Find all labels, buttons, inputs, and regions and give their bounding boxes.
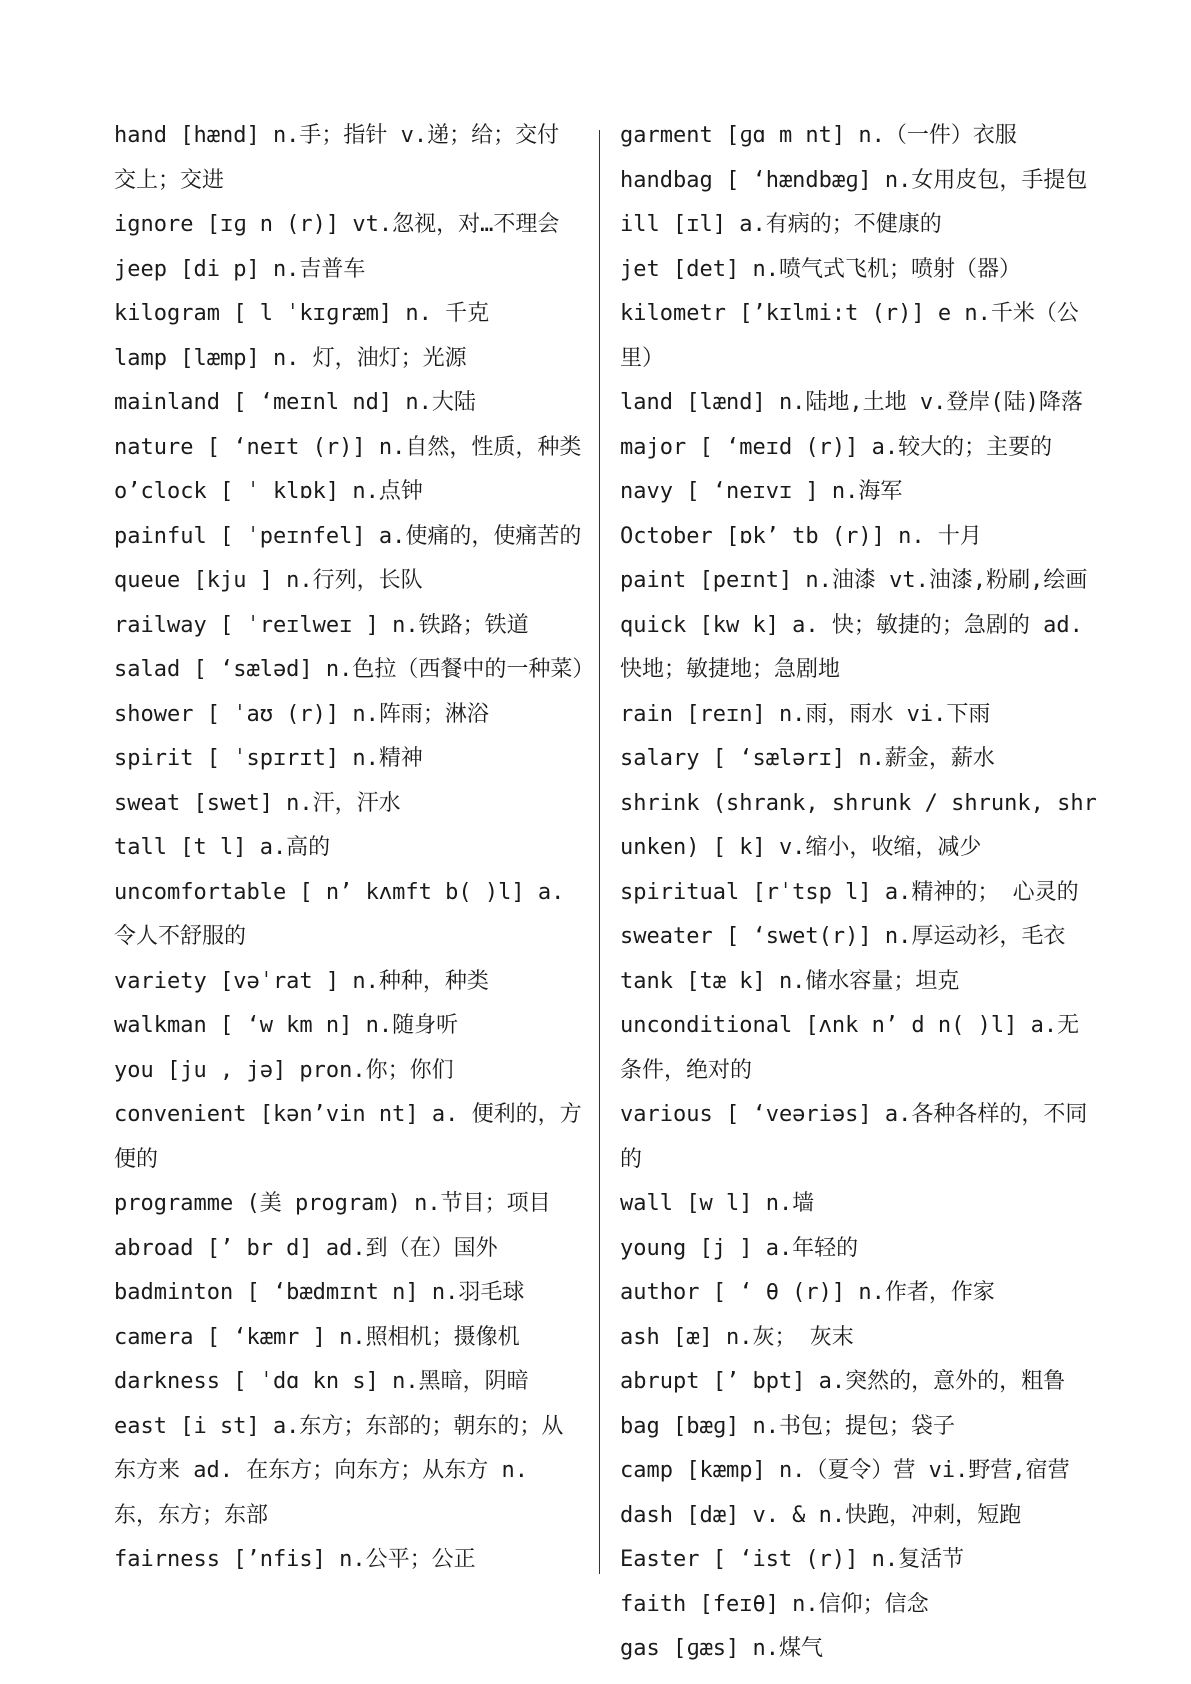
- entry-walkman: walkman [ ‘w km n] n.随身听: [114, 1013, 459, 1038]
- entry-quick: quick [kw k] a. 快；敏捷的；急剧的 ad. 快地；敏捷地；急剧地: [620, 612, 1083, 682]
- column-divider: [599, 130, 600, 1574]
- entry-kilometr: kilometr [’kɪlmi:t (r)] e n.千米（公里）: [620, 301, 1079, 371]
- entry-fairness: fairness [’nfis] n.公平；公正: [114, 1547, 476, 1572]
- entry-railway: railway [ ˈreɪlweɪ ] n.铁路；铁道: [114, 612, 529, 638]
- entry-abroad: abroad [’ br d] ad.到（在）国外: [114, 1235, 498, 1261]
- entry-lamp: lamp [læmp] n. 灯，油灯；光源: [114, 345, 467, 371]
- entry-jeep: jeep [di p] n.吉普车: [114, 256, 366, 282]
- entry-uncomfortable: uncomfortable [ n’ kʌmft b( )l] a. 令人不舒服的: [114, 879, 565, 949]
- entry-variety: variety [vəˈrat ] n.种种，种类: [114, 968, 489, 994]
- entry-faith: faith [feɪθ] n.信仰；信念: [620, 1591, 929, 1617]
- entry-shrink: shrink (shrank, shrunk / shrunk, shrunken) [ k] v.缩小，收缩，减少: [620, 790, 1097, 860]
- entry-various: various [ ‘veəriəs] a.各种各样的，不同的: [620, 1102, 1088, 1172]
- entry-salad: salad [ ‘sæləd] n.色拉（西餐中的一种菜）: [114, 657, 595, 682]
- entry-tank: tank [tæ k] n.储水容量；坦克: [620, 968, 960, 994]
- entry-handbag: handbag [ ‘hændbæɡ] n.女用皮包，手提包: [620, 167, 1088, 193]
- entry-salary: salary [ ‘sælərɪ] n.薪金，薪水: [620, 746, 995, 771]
- entry-garment: garment [ɡɑ m nt] n.（一件）衣服: [620, 123, 1017, 148]
- entry-programme: programme (美 program) n.节目；项目: [114, 1191, 551, 1216]
- entry-hand: hand [hænd] n.手；指针 v.递；给；交付 交上；交进: [114, 123, 560, 193]
- entry-bag: bag [bæɡ] n.书包；提包；袋子: [620, 1413, 955, 1439]
- entry-young: young [j ] a.年轻的: [620, 1235, 859, 1261]
- right-column: [620, 114, 1100, 1672]
- entry-dash: dash [dæ] v. & n.快跑，冲刺，短跑: [620, 1502, 1022, 1528]
- entry-you: you [ju , jə] pron.你；你们: [114, 1057, 454, 1083]
- entry-ill: ill [ɪl] a.有病的；不健康的: [620, 212, 942, 237]
- entry-easter: Easter [ ‘ist (r)] n.复活节: [620, 1547, 965, 1572]
- entry-jet: jet [det] n.喷气式飞机；喷射（器）: [620, 256, 1021, 282]
- entry-navy: navy [ ‘neɪvɪ ] n.海军: [620, 479, 903, 504]
- entry-spirit: spirit [ ˈspɪrɪt] n.精神: [114, 746, 423, 771]
- entry-convenient: convenient [kən’vin nt] a. 便利的，方便的: [114, 1102, 582, 1172]
- entry-author: author [ ‘ θ (r)] n.作者，作家: [620, 1280, 995, 1305]
- left-column: [114, 114, 595, 1583]
- entry-camera: camera [ ‘kæmr ] n.照相机；摄像机: [114, 1324, 520, 1350]
- entry-wall: wall [w l] n.墙: [620, 1191, 815, 1216]
- entry-ignore: ignore [ɪɡ n (r)] vt.忽视，对…不理会: [114, 212, 560, 237]
- entry-ash: ash [æ] n.灰； 灰末: [620, 1324, 854, 1350]
- entry-camp: camp [kæmp] n.（夏令）营 vi.野营,宿营: [620, 1458, 1070, 1483]
- entry-badminton: badminton [ ‘bædmɪnt n] n.羽毛球: [114, 1280, 525, 1305]
- entry-spiritual: spiritual [rˈtsp l] a.精神的； 心灵的: [620, 879, 1079, 905]
- entry-mainland: mainland [ ‘meɪnl nd] n.大陆: [114, 390, 476, 415]
- entry-tall: tall [t l] a.高的: [114, 835, 331, 860]
- entry-sweater: sweater [ ‘swet(r)] n.厚运动衫，毛衣: [620, 924, 1066, 949]
- entry-kilogram: kilogram [ l ˈkɪɡræm] n. 千克: [114, 301, 490, 326]
- entry-land: land [lænd] n.陆地,土地 v.登岸(陆)降落: [620, 390, 1083, 415]
- entry-rain: rain [reɪn] n.雨，雨水 vi.下雨: [620, 701, 991, 727]
- entry-major: major [ ‘meɪd (r)] a.较大的；主要的: [620, 434, 1053, 460]
- entry-oclock: o’clock [ ˈ klɒk] n.点钟: [114, 479, 423, 504]
- entry-abrupt: abrupt [’ bpt] a.突然的，意外的，粗鲁: [620, 1369, 1066, 1394]
- entry-painful: painful [ ˈpeɪnfel] a.使痛的，使痛苦的: [114, 523, 582, 549]
- entry-east: east [i st] a.东方；东部的；朝东的；从东方来 ad. 在东方；向东方；从东方 n. 东，东方；东部: [114, 1413, 564, 1528]
- entry-paint: paint [peɪnt] n.油漆 vt.油漆,粉刷,绘画: [620, 568, 1088, 593]
- entry-darkness: darkness [ ˈdɑ kn s] n.黑暗，阴暗: [114, 1369, 529, 1394]
- entry-gas: gas [ɡæs] n.煤气: [620, 1636, 823, 1661]
- entry-nature: nature [ ‘neɪt (r)] n.自然，性质，种类: [114, 434, 582, 460]
- entry-shower: shower [ ˈaʊ (r)] n.阵雨；淋浴: [114, 701, 489, 727]
- entry-october: October [ɒk’ tb (r)] n. 十月: [620, 523, 982, 549]
- entry-queue: queue [kju ] n.行列，长队: [114, 568, 423, 593]
- entry-unconditional: unconditional [ʌnk n’ d n( )l] a.无条件，绝对的: [620, 1013, 1080, 1083]
- entry-sweat: sweat [swet] n.汗，汗水: [114, 790, 401, 816]
